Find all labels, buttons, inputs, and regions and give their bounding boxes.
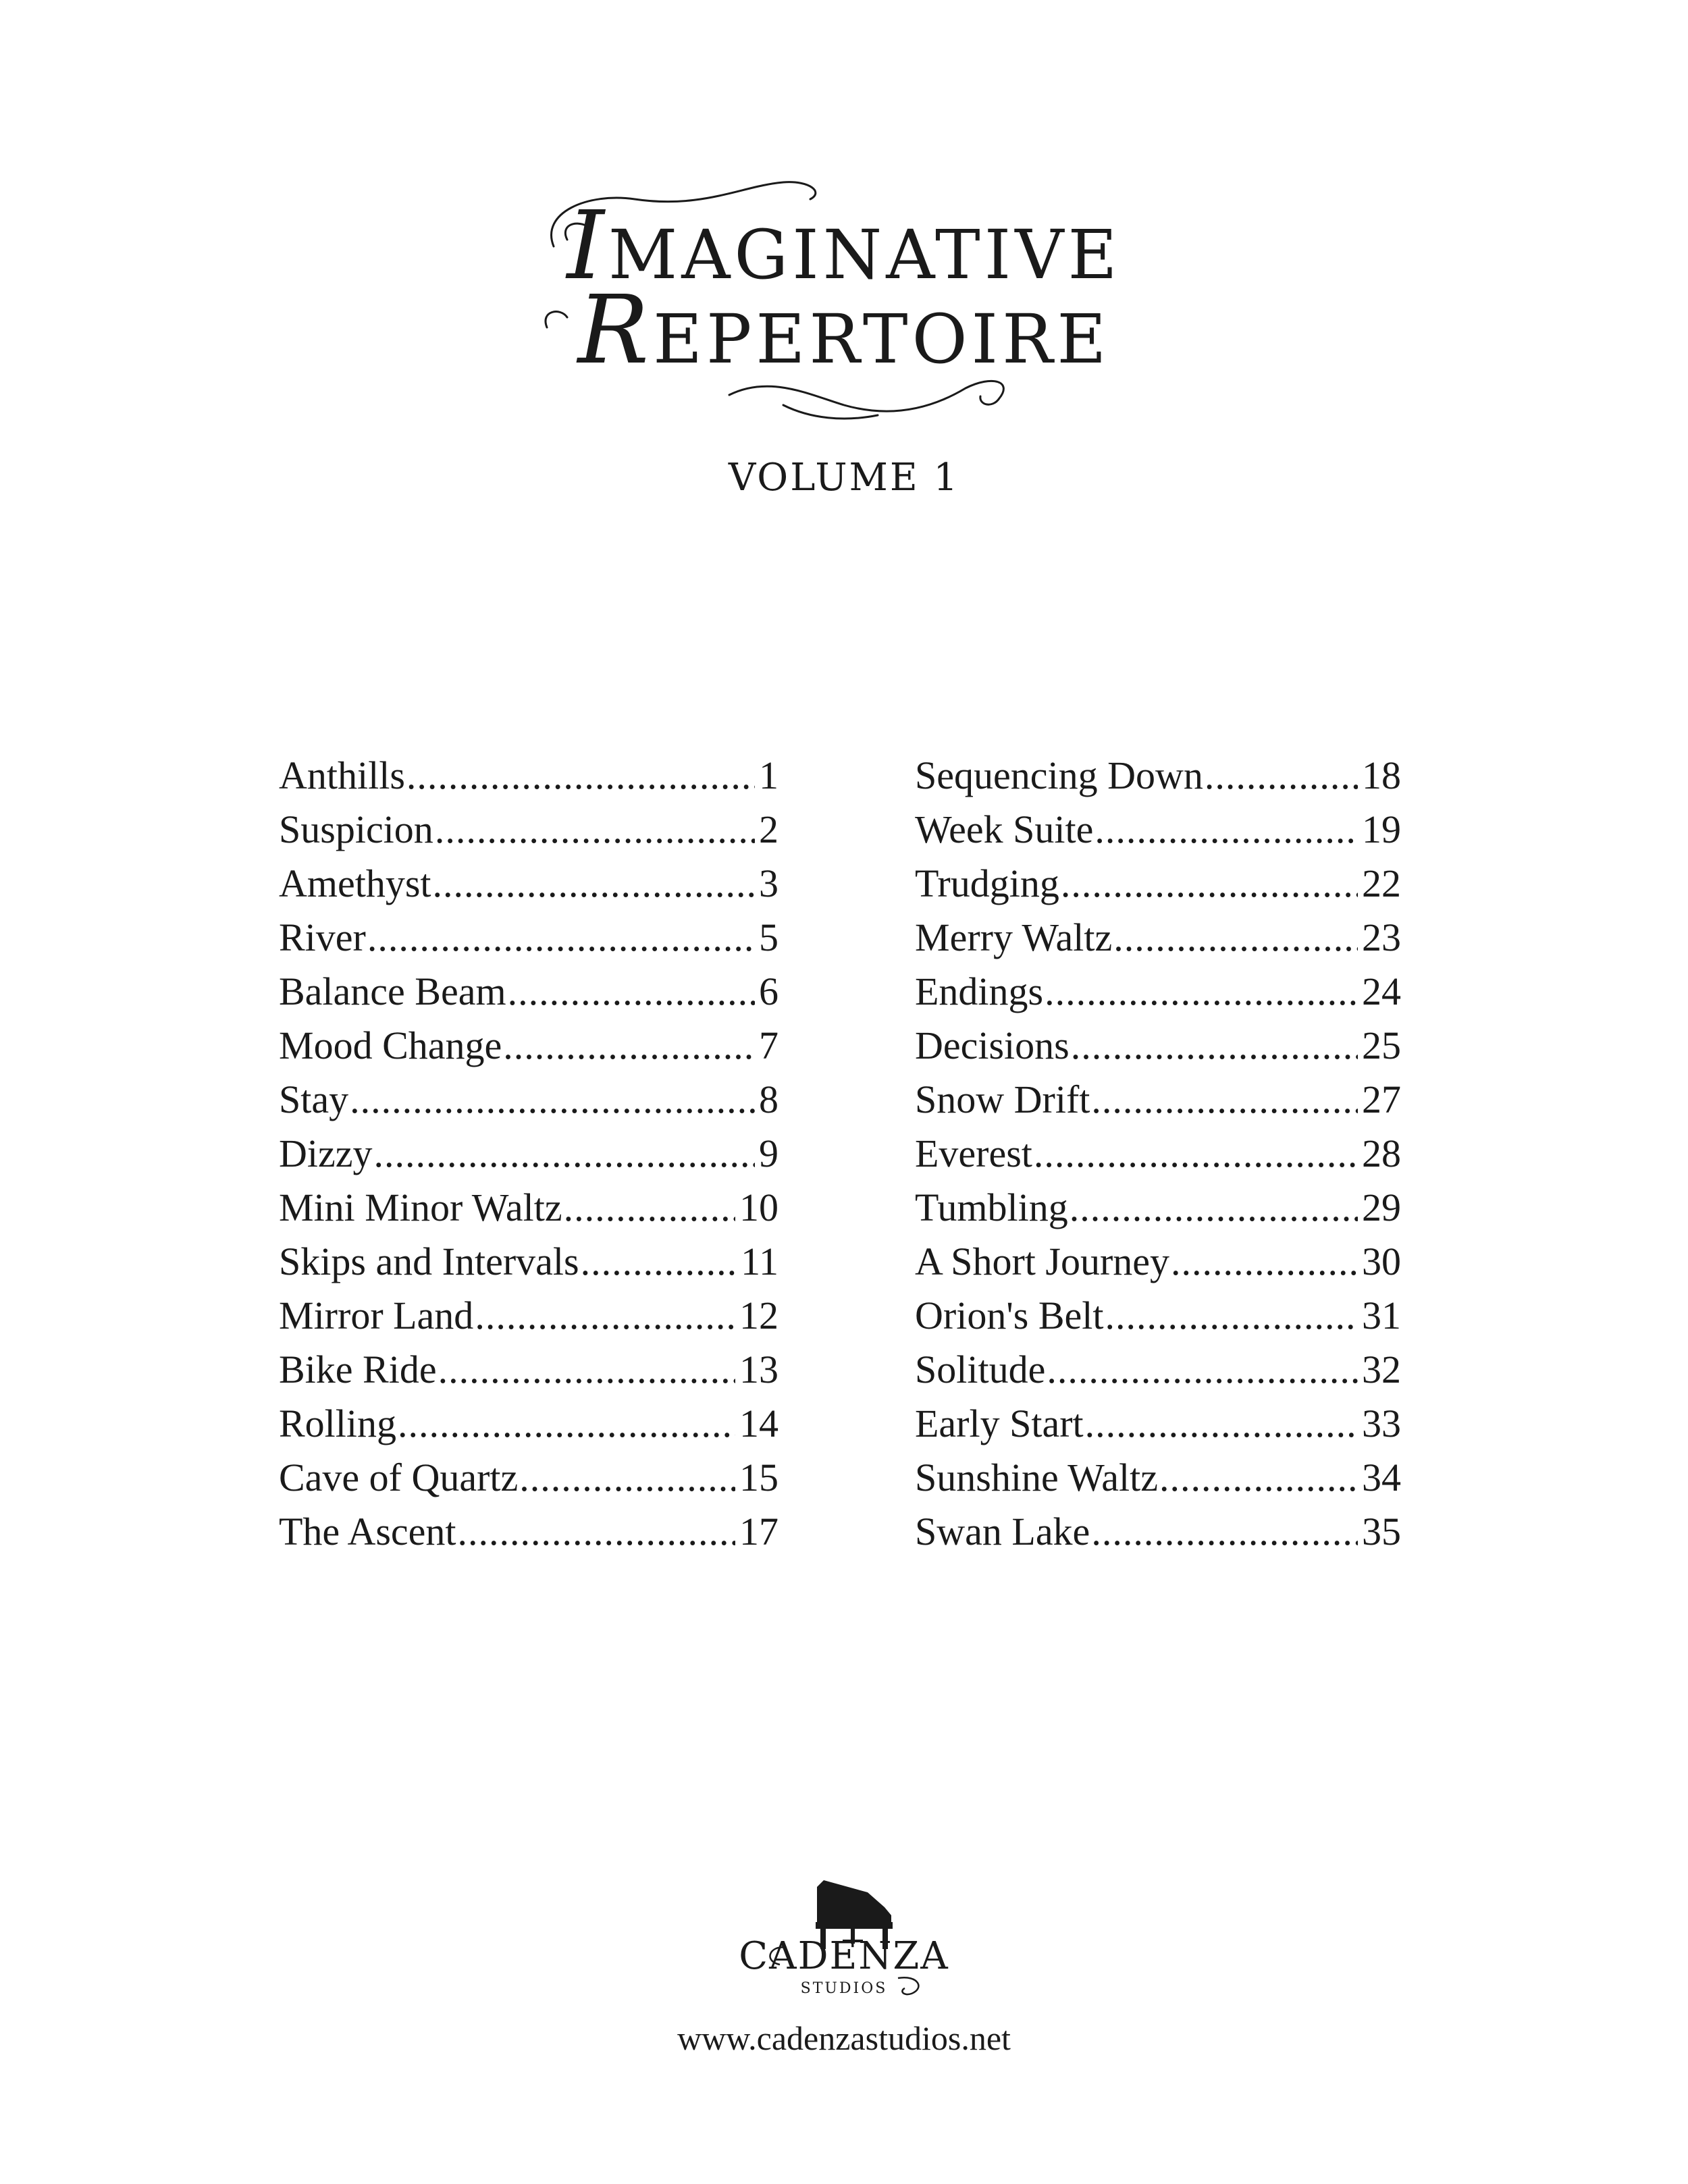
toc-entry xyxy=(915,807,1401,861)
toc-entry-title: Skips and Intervals xyxy=(279,1240,579,1283)
toc-entry-page: 9 xyxy=(759,1131,779,1175)
publisher-logo xyxy=(722,1867,966,2008)
toc-entry-leader xyxy=(1171,1239,1358,1284)
toc-entry-title: Mirror Land xyxy=(279,1294,474,1337)
toc-entry xyxy=(915,969,1401,1023)
toc-entry-leader xyxy=(1047,1347,1358,1392)
toc-entry xyxy=(279,1239,779,1293)
toc-entry-title: Balance Beam xyxy=(279,969,506,1013)
toc-entry-title: Sunshine Waltz xyxy=(915,1456,1158,1499)
toc-entry-title: Mini Minor Waltz xyxy=(279,1186,562,1229)
toc-entry-page: 13 xyxy=(739,1348,779,1391)
toc-entry xyxy=(915,1509,1401,1563)
toc-entry-page: 33 xyxy=(1362,1402,1401,1445)
toc-entry-page: 34 xyxy=(1362,1456,1401,1499)
toc-entry-leader xyxy=(508,969,755,1014)
toc-entry-page: 35 xyxy=(1362,1510,1401,1553)
toc-entry xyxy=(915,1347,1401,1401)
toc-entry xyxy=(915,1077,1401,1131)
toc-entry-title: Trudging xyxy=(915,861,1059,905)
toc-entry-title: Rolling xyxy=(279,1402,397,1445)
toc-entry-title: Anthills xyxy=(279,753,405,797)
toc-entry-page: 22 xyxy=(1362,861,1401,905)
toc-entry-title: Week Suite xyxy=(915,807,1094,851)
toc-entry-title: Solitude xyxy=(915,1348,1046,1391)
toc-entry-leader xyxy=(1085,1401,1358,1446)
toc-left-column xyxy=(279,753,779,1563)
toc-entry-title: A Short Journey xyxy=(915,1240,1169,1283)
toc-entry xyxy=(279,1509,779,1563)
toc-entry-page: 11 xyxy=(741,1240,779,1283)
toc-entry-leader xyxy=(1113,915,1358,960)
toc-entry-leader xyxy=(1205,753,1358,798)
toc-entry-title: Tumbling xyxy=(915,1186,1068,1229)
toc-entry-page: 28 xyxy=(1362,1131,1401,1175)
toc-entry-title: Everest xyxy=(915,1131,1032,1175)
toc-entry-page: 18 xyxy=(1362,753,1401,797)
toc-entry-leader xyxy=(438,1347,735,1392)
toc-entry-leader xyxy=(1071,1023,1358,1068)
toc-entry-title: Merry Waltz xyxy=(915,915,1113,959)
toc-entry-leader xyxy=(433,861,755,906)
toc-entry-leader xyxy=(1061,861,1358,906)
toc-entry-title: Cave of Quartz xyxy=(279,1456,519,1499)
toc-entry-leader xyxy=(1105,1293,1359,1338)
toc-entry-page: 25 xyxy=(1362,1023,1401,1067)
toc-entry xyxy=(915,1455,1401,1509)
toc-entry xyxy=(915,1185,1401,1239)
toc-entry-page: 19 xyxy=(1362,807,1401,851)
toc-entry-leader xyxy=(1091,1509,1358,1554)
toc-entry-title: Dizzy xyxy=(279,1131,373,1175)
toc-entry-page: 1 xyxy=(759,753,779,797)
toc-entry xyxy=(915,1131,1401,1185)
toc-entry-page: 6 xyxy=(759,969,779,1013)
toc-entry-page: 12 xyxy=(739,1294,779,1337)
volume-label: VOLUME 1 xyxy=(728,456,960,500)
toc-entry xyxy=(279,1023,779,1077)
toc-entry-title: The Ascent xyxy=(279,1510,456,1553)
toc-entry-title: Snow Drift xyxy=(915,1077,1090,1121)
toc-entry-leader xyxy=(519,1455,735,1500)
toc-entry-title: Decisions xyxy=(915,1023,1070,1067)
toc-entry xyxy=(915,753,1401,807)
toc-entry-title: Endings xyxy=(915,969,1044,1013)
toc-entry xyxy=(279,1455,779,1509)
book-title xyxy=(527,172,1161,429)
toc-entry-page: 10 xyxy=(739,1186,779,1229)
toc-entry-leader xyxy=(374,1131,756,1176)
toc-entry xyxy=(915,1401,1401,1455)
toc-entry xyxy=(279,807,779,861)
toc-entry-title: Orion's Belt xyxy=(915,1294,1104,1337)
title-line-2-initial: R xyxy=(577,275,654,385)
toc-entry-page: 31 xyxy=(1362,1294,1401,1337)
toc-entry xyxy=(915,1023,1401,1077)
toc-entry xyxy=(279,1185,779,1239)
toc-entry-leader xyxy=(367,915,755,960)
toc-entry-title: Swan Lake xyxy=(915,1510,1090,1553)
toc-entry-page: 14 xyxy=(739,1402,779,1445)
toc-entry xyxy=(915,861,1401,915)
toc-entry-title: Suspicion xyxy=(279,807,433,851)
toc-entry-leader xyxy=(350,1077,755,1122)
toc-entry xyxy=(915,1293,1401,1347)
toc-entry-page: 29 xyxy=(1362,1186,1401,1229)
toc-entry-title: Bike Ride xyxy=(279,1348,437,1391)
toc-entry-page: 15 xyxy=(739,1456,779,1499)
title-line-2 xyxy=(527,275,1161,385)
toc-entry-leader xyxy=(503,1023,755,1068)
toc-entry-title: Early Start xyxy=(915,1402,1084,1445)
toc-entry xyxy=(279,861,779,915)
toc-entry-title: Stay xyxy=(279,1077,349,1121)
toc-entry-leader xyxy=(1045,969,1358,1014)
title-line-1-initial: I xyxy=(566,191,608,301)
toc-entry xyxy=(915,915,1401,969)
toc-entry-title: Mood Change xyxy=(279,1023,502,1067)
website-url: www.cadenzastudios.net xyxy=(677,2019,1011,2057)
toc-entry-page: 2 xyxy=(759,807,779,851)
toc-entry-page: 7 xyxy=(759,1023,779,1067)
toc-entry xyxy=(279,753,779,807)
toc-entry xyxy=(279,1293,779,1347)
toc-entry-page: 17 xyxy=(739,1510,779,1553)
title-line-2-text: EPERTOIRE xyxy=(653,300,1111,379)
toc-entry xyxy=(279,1131,779,1185)
title-line-1-text: MAGINATIVE xyxy=(608,215,1122,294)
toc-entry-leader xyxy=(398,1401,735,1446)
toc-entry-leader xyxy=(1094,807,1358,852)
toc-entry-leader xyxy=(458,1509,735,1554)
toc-entry-leader xyxy=(1159,1455,1358,1500)
toc-entry-title: Sequencing Down xyxy=(915,753,1203,797)
toc-entry xyxy=(279,1347,779,1401)
toc-entry-page: 30 xyxy=(1362,1240,1401,1283)
toc-entry xyxy=(279,969,779,1023)
logo-subtitle: STUDIOS xyxy=(800,1980,888,1997)
toc-entry-title: Amethyst xyxy=(279,861,431,905)
toc-entry-leader xyxy=(406,753,755,798)
toc-entry xyxy=(279,1401,779,1455)
toc-entry-page: 5 xyxy=(759,915,779,959)
toc-entry-page: 32 xyxy=(1362,1348,1401,1391)
toc-entry xyxy=(279,915,779,969)
toc-entry-leader xyxy=(564,1185,735,1230)
toc-entry-leader xyxy=(1070,1185,1358,1230)
toc-entry-page: 8 xyxy=(759,1077,779,1121)
toc-entry xyxy=(915,1239,1401,1293)
toc-entry xyxy=(279,1077,779,1131)
toc-entry-title: River xyxy=(279,915,366,959)
toc-entry-leader xyxy=(475,1293,735,1338)
toc-entry-leader xyxy=(435,807,755,852)
logo-name: CADENZA xyxy=(739,1934,949,1978)
toc-entry-page: 24 xyxy=(1362,969,1401,1013)
toc-entry-page: 3 xyxy=(759,861,779,905)
toc-right-column xyxy=(915,753,1401,1563)
toc-entry-page: 23 xyxy=(1362,915,1401,959)
toc-entry-leader xyxy=(1091,1077,1358,1122)
toc-entry-leader xyxy=(581,1239,737,1284)
toc-entry-page: 27 xyxy=(1362,1077,1401,1121)
toc-entry-leader xyxy=(1034,1131,1358,1176)
